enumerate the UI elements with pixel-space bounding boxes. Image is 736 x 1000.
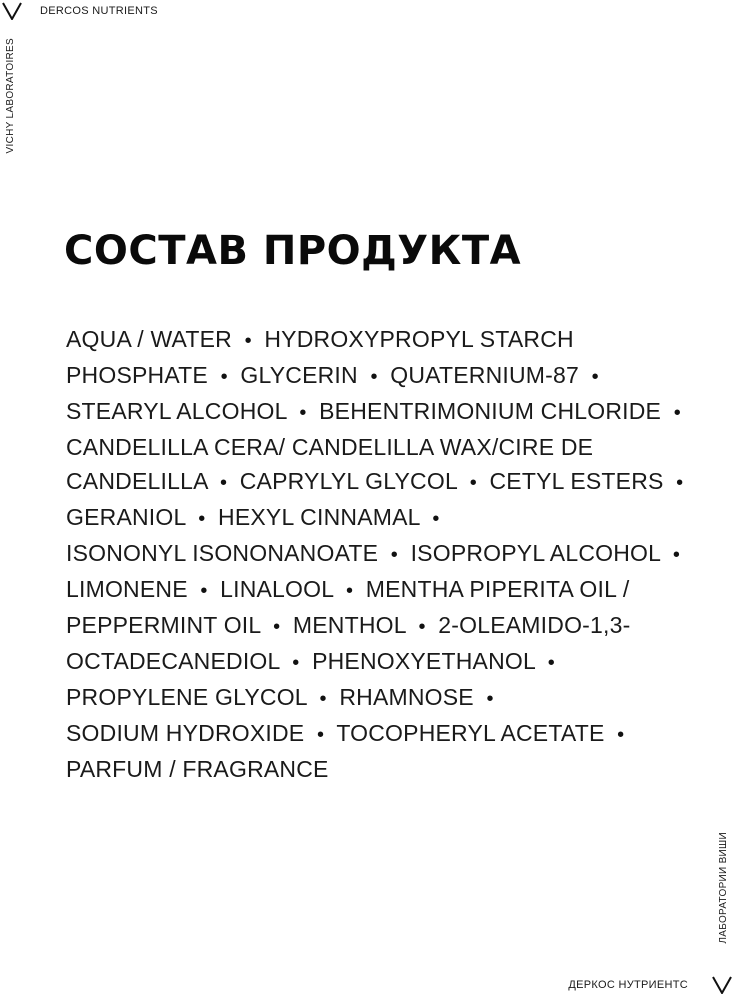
bullet-separator: • bbox=[198, 508, 206, 530]
ingredient-item: GERANIOL bbox=[66, 504, 186, 530]
bullet-separator: • bbox=[220, 366, 228, 388]
bullet-separator: • bbox=[244, 330, 252, 352]
brand-name-top: DERCOS NUTRIENTS bbox=[40, 5, 158, 17]
ingredient-item: GLYCERIN bbox=[240, 362, 358, 388]
ingredients-list bbox=[66, 322, 706, 786]
ingredient-item: MENTHA PIPERITA OIL / PEPPERMINT OIL bbox=[66, 576, 630, 638]
ingredient-item: AQUA / WATER bbox=[66, 326, 232, 352]
bullet-separator: • bbox=[390, 544, 398, 566]
bullet-separator: • bbox=[345, 580, 354, 602]
ingredient-item: CAPRYLYL GLYCOL bbox=[239, 468, 458, 494]
bullet-separator: • bbox=[316, 724, 325, 746]
v-logo-icon bbox=[2, 2, 22, 20]
side-label-left: VICHY LABORATOIRES bbox=[5, 38, 16, 154]
ingredient-item: PROPYLENE GLYCOL bbox=[66, 684, 307, 710]
ingredient-item: MENTHOL bbox=[292, 612, 406, 638]
side-label-right: ЛАБОРАТОРИИ ВИШИ bbox=[718, 832, 729, 944]
bullet-separator: • bbox=[292, 652, 300, 674]
ingredient-item: RHAMNOSE bbox=[339, 684, 474, 710]
bullet-separator: • bbox=[319, 688, 327, 710]
bullet-separator: • bbox=[672, 544, 681, 566]
bullet-separator: • bbox=[418, 616, 426, 638]
ingredient-item: 2-OLEAMIDO-1,3-OCTADECANEDIOL bbox=[66, 612, 631, 674]
bullet-separator: • bbox=[200, 580, 208, 602]
bullet-separator: • bbox=[591, 366, 599, 388]
ingredient-item: CETYL ESTERS bbox=[489, 468, 664, 494]
ingredient-item: ISOPROPYL ALCOHOL bbox=[410, 540, 661, 566]
ingredient-item: STEARYL ALCOHOL bbox=[66, 398, 287, 424]
brand-name-bottom: ДЕРКОС НУТРИЕНТС bbox=[568, 979, 688, 991]
bullet-separator: • bbox=[547, 652, 555, 674]
bullet-separator: • bbox=[299, 402, 307, 424]
ingredient-item: PARFUM / FRAGRANCE bbox=[66, 756, 329, 782]
ingredient-item: LINALOOL bbox=[220, 576, 334, 602]
bullet-separator: • bbox=[486, 688, 494, 710]
ingredient-item: BEHENTRIMONIUM CHLORIDE bbox=[319, 398, 662, 424]
bullet-separator: • bbox=[219, 472, 228, 494]
ingredient-item: HYDROXYPROPYL STARCH PHOSPHATE bbox=[66, 326, 574, 388]
page-title: СОСТАВ ПРОДУКТА bbox=[64, 228, 522, 274]
v-logo-icon bbox=[712, 976, 732, 994]
ingredient-item: ISONONYL ISONONANOATE bbox=[66, 540, 379, 566]
bullet-separator: • bbox=[617, 724, 625, 746]
bullet-separator: • bbox=[432, 508, 440, 530]
ingredient-item: CANDELILLA CERA/ CANDELILLA WAX/CIRE DE CANDELILLA bbox=[66, 434, 594, 494]
ingredient-item: LIMONENE bbox=[66, 576, 188, 602]
bullet-separator: • bbox=[469, 472, 477, 494]
bullet-separator: • bbox=[676, 472, 684, 494]
ingredient-item: QUATERNIUM-87 bbox=[390, 362, 579, 388]
bullet-separator: • bbox=[370, 366, 378, 388]
ingredient-item: SODIUM HYDROXIDE bbox=[66, 720, 305, 746]
bullet-separator: • bbox=[673, 402, 681, 424]
ingredient-item: PHENOXYETHANOL bbox=[312, 648, 536, 674]
bullet-separator: • bbox=[273, 616, 281, 638]
ingredient-item: TOCOPHERYL ACETATE bbox=[336, 720, 605, 746]
ingredient-item: HEXYL CINNAMAL bbox=[218, 504, 420, 530]
